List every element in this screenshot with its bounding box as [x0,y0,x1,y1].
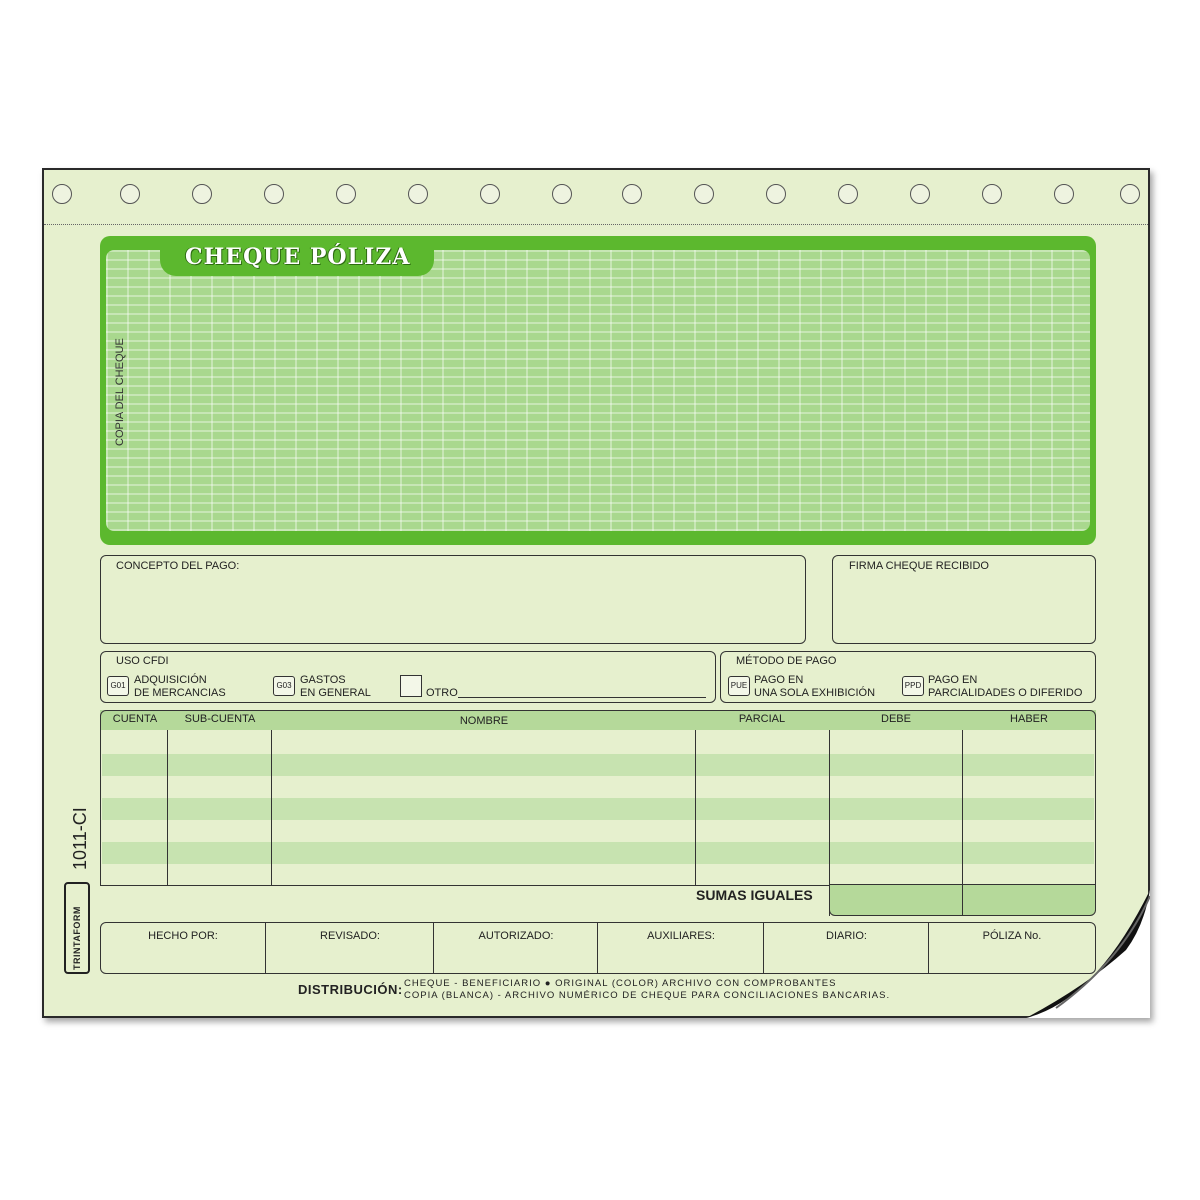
otro-checkbox[interactable] [400,675,422,697]
col-debe: DEBE [881,713,911,725]
punch-hole [1054,184,1074,204]
cheque-copy-label: COPIA DEL CHEQUE [114,338,126,446]
metodo-pago-label: MÉTODO DE PAGO [736,655,837,667]
page-curl [1026,890,1150,1018]
otro-input-line[interactable] [458,697,706,698]
signature-divider [265,922,266,974]
sum-debe-field[interactable] [829,884,963,916]
col-haber: HABER [1010,713,1048,725]
concepto-label: CONCEPTO DEL PAGO: [116,560,240,572]
punch-hole [622,184,642,204]
poliza-no-label: PÓLIZA No. [982,930,1042,942]
distribucion-label: DISTRIBUCIÓN: [298,982,403,997]
ppd-line2: PARCIALIDADES O DIFERIDO [928,687,1083,699]
g03-line1: GASTOS [300,674,346,686]
col-parcial: PARCIAL [738,713,786,725]
punch-hole [1120,184,1140,204]
cheque-poliza-form [42,168,1150,1018]
autorizado-label: AUTORIZADO: [478,930,554,942]
pue-option [754,674,875,700]
signature-divider [928,922,929,974]
g01-line1: ADQUISICIÓN [134,674,207,686]
cheque-copy-panel [100,236,1096,545]
punch-hole [552,184,572,204]
g01-checkbox[interactable]: G01 [107,676,129,696]
punch-hole [264,184,284,204]
g03-line2: EN GENERAL [300,687,371,699]
accounting-table [100,710,1096,886]
perforation-line [44,224,1148,225]
form-title: CHEQUE PÓLIZA [185,244,411,270]
signature-divider [597,922,598,974]
punch-hole [982,184,1002,204]
distribucion-line-2: COPIA (BLANCA) - ARCHIVO NUMÉRICO DE CHEQUE PARA CONCILIACIONES BANCARIAS. [404,990,891,1001]
column-divider [271,730,272,885]
pue-line2: UNA SOLA EXHIBICIÓN [754,687,876,699]
security-pattern [106,250,1090,531]
pue-checkbox[interactable]: PUE [728,676,750,696]
hecho-por-label: HECHO POR: [148,930,218,942]
form-code: 1011-CI [70,807,90,870]
col-nombre: NOMBRE [459,715,509,727]
punch-hole [192,184,212,204]
ppd-checkbox[interactable]: PPD [902,676,924,696]
signature-divider [433,922,434,974]
col-subcuenta: SUB-CUENTA [184,713,256,725]
g01-line2: DE MERCANCIAS [134,687,226,699]
col-cuenta: CUENTA [112,713,158,725]
sumas-iguales-label: SUMAS IGUALES [696,887,813,903]
firma-label: FIRMA CHEQUE RECIBIDO [849,560,989,572]
signature-divider [763,922,764,974]
otro-label: OTRO [426,687,458,699]
g03-checkbox[interactable]: G03 [273,676,295,696]
g03-option [300,674,371,700]
column-divider [695,730,696,885]
brand-name: TRINTAFORM [72,906,82,970]
punch-hole [838,184,858,204]
punch-hole [336,184,356,204]
punch-hole [408,184,428,204]
auxiliares-label: AUXILIARES: [647,930,715,942]
punch-hole [766,184,786,204]
g01-option [134,674,226,700]
punch-hole [120,184,140,204]
diario-label: DIARIO: [826,930,867,942]
punch-hole [910,184,930,204]
distribucion-line-1: CHEQUE - BENEFICIARIO ● ORIGINAL (COLOR) ARCHIVO CON COMPROBANTES [404,978,837,989]
pue-line1: PAGO EN [754,674,804,686]
punch-hole [480,184,500,204]
ppd-option [928,674,1082,700]
uso-cfdi-label: USO CFDI [116,655,169,667]
punch-hole [694,184,714,204]
revisado-label: REVISADO: [320,930,380,942]
column-divider [167,730,168,885]
ppd-line1: PAGO EN [928,674,978,686]
punch-hole [52,184,72,204]
